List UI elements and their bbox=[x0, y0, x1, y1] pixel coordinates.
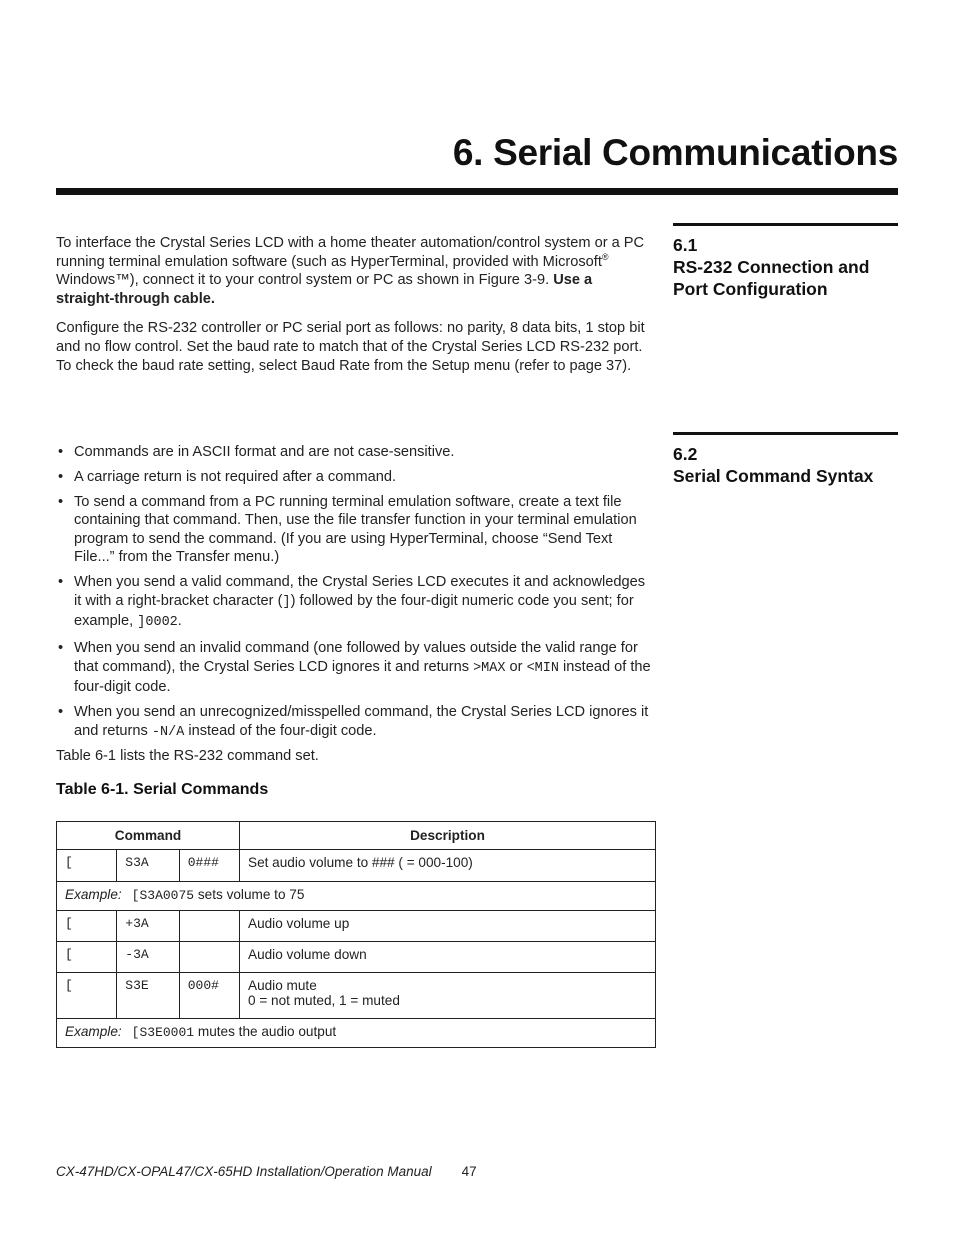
paragraph-interface bbox=[56, 234, 654, 308]
header-description: Description bbox=[240, 822, 656, 850]
cell-code: +3A bbox=[117, 911, 179, 942]
section-6-2-title: Serial Command Syntax bbox=[673, 466, 874, 486]
table-row bbox=[57, 942, 656, 973]
table-row bbox=[57, 911, 656, 942]
cell-prefix: [ bbox=[57, 973, 117, 1019]
cell-code: S3A bbox=[117, 850, 179, 882]
paragraph-configure: Configure the RS-232 controller or PC serial port as follows: no parity, 8 data bits, 1 stop bit and no flow control. Set the baud rate to match that of the Crystal Series LCD RS-232 port. To check the baud rate setting, select Baud Rate from the Setup menu (refer to page 37). bbox=[56, 320, 645, 374]
example-text: sets volume to 75 bbox=[194, 887, 305, 902]
para1-text-a: To interface the Crystal Series LCD with a home theater automation/control system or a PC running terminal emulation software (such as HyperTerminal, provided with Microsoft bbox=[56, 235, 645, 270]
bullet4-text-c: . bbox=[177, 613, 182, 630]
cell-prefix: [ bbox=[57, 850, 117, 882]
section-6-1-number: 6.1 bbox=[673, 235, 698, 255]
bullet5-code-max: >MAX bbox=[473, 660, 506, 676]
table-header-row bbox=[57, 822, 656, 850]
registered-mark: ® bbox=[601, 251, 609, 262]
cell-description: Audio volume up bbox=[240, 911, 656, 942]
bullet6-code-na: -N/A bbox=[151, 724, 185, 740]
cell-value: 000# bbox=[179, 973, 239, 1019]
cell-code: S3E bbox=[117, 973, 179, 1019]
cell-value: 0### bbox=[179, 850, 239, 882]
cell-description: Audio volume down bbox=[240, 942, 656, 973]
bullet4-text-a: When you send a valid command, the Crystal Series LCD executes it and acknowledges it with a right-bracket character ( bbox=[74, 574, 646, 609]
example-label: Example: bbox=[65, 1024, 122, 1039]
section-6-1-title: RS-232 Connection and Port Configuration bbox=[673, 257, 870, 299]
section-6-1-body bbox=[56, 234, 654, 375]
table-row bbox=[57, 850, 656, 882]
list-item: • Commands are in ASCII format and are not case-sensitive. bbox=[56, 443, 654, 462]
bullet6-text-b: instead of the four-digit code. bbox=[184, 722, 377, 739]
bullet5-text-b: or bbox=[505, 658, 527, 675]
example-code: [S3A0075 bbox=[131, 888, 195, 903]
cell-description: Set audio volume to ### ( = 000-100) bbox=[240, 850, 656, 882]
bullet4-code-bracket: ] bbox=[282, 594, 291, 610]
footer-manual-title: CX-47HD/CX-OPAL47/CX-65HD Installation/Operation Manual bbox=[56, 1164, 432, 1179]
example-label: Example: bbox=[65, 887, 122, 902]
bullet4-code-example: ]0002 bbox=[137, 615, 178, 631]
bullet5-text-c: instead of the four-digit code. bbox=[74, 658, 651, 696]
serial-commands-table bbox=[56, 821, 656, 1048]
example-text: mutes the audio output bbox=[194, 1024, 337, 1039]
bullet6-text-a: When you send an unrecognized/misspelled command, the Crystal Series LCD ignores it and returns bbox=[74, 704, 649, 739]
list-item bbox=[56, 703, 654, 742]
cell-description bbox=[240, 973, 656, 1019]
cell-prefix: [ bbox=[57, 942, 117, 973]
chapter-title: 6. Serial Communications bbox=[452, 132, 898, 173]
table-example-row bbox=[57, 1019, 656, 1048]
list-item: • A carriage return is not required after a command. bbox=[56, 468, 654, 487]
bullet4-text-b: ) followed by the four-digit numeric code you sent; for example, bbox=[74, 592, 634, 630]
section-6-1-heading bbox=[673, 223, 898, 300]
cell-code: -3A bbox=[117, 942, 179, 973]
section-6-2-heading bbox=[673, 432, 898, 487]
cell-prefix: [ bbox=[57, 911, 117, 942]
section-6-2-number: 6.2 bbox=[673, 444, 698, 464]
page-number: 47 bbox=[461, 1164, 477, 1179]
para1-bold: Use a straight-through cable. bbox=[56, 272, 593, 307]
table-reference: Table 6-1 lists the RS-232 command set. bbox=[56, 748, 319, 764]
table-caption: Table 6-1. Serial Commands bbox=[56, 781, 269, 798]
cell-example bbox=[57, 882, 656, 911]
bullet5-code-min: <MIN bbox=[526, 660, 559, 676]
table-example-row bbox=[57, 882, 656, 911]
page-footer bbox=[56, 1164, 477, 1179]
cell-value bbox=[179, 942, 239, 973]
chapter-rule bbox=[56, 188, 898, 195]
header-command: Command bbox=[57, 822, 240, 850]
para1-text-b: Windows™), connect it to your control system or PC as shown in Figure 3-9. bbox=[56, 272, 554, 289]
example-code: [S3E0001 bbox=[131, 1025, 195, 1040]
cell-example bbox=[57, 1019, 656, 1048]
syntax-bullet-list bbox=[56, 443, 654, 748]
cell-value bbox=[179, 911, 239, 942]
list-item bbox=[56, 573, 654, 633]
description-line: Audio mute bbox=[248, 978, 317, 993]
list-item bbox=[56, 639, 654, 697]
table-row bbox=[57, 973, 656, 1019]
list-item: • To send a command from a PC running terminal emulation software, create a text file containing that command. Then, use the file transfer function in your terminal emulation program to send the command. (If you are using HyperTerminal, choose “Send Text File...” from the Transfer menu.) bbox=[56, 493, 654, 567]
bullet5-text-a: When you send an invalid command (one followed by values outside the valid range for that command), the Crystal Series LCD ignores it and returns bbox=[74, 640, 638, 675]
description-line: 0 = not muted, 1 = muted bbox=[248, 993, 400, 1008]
